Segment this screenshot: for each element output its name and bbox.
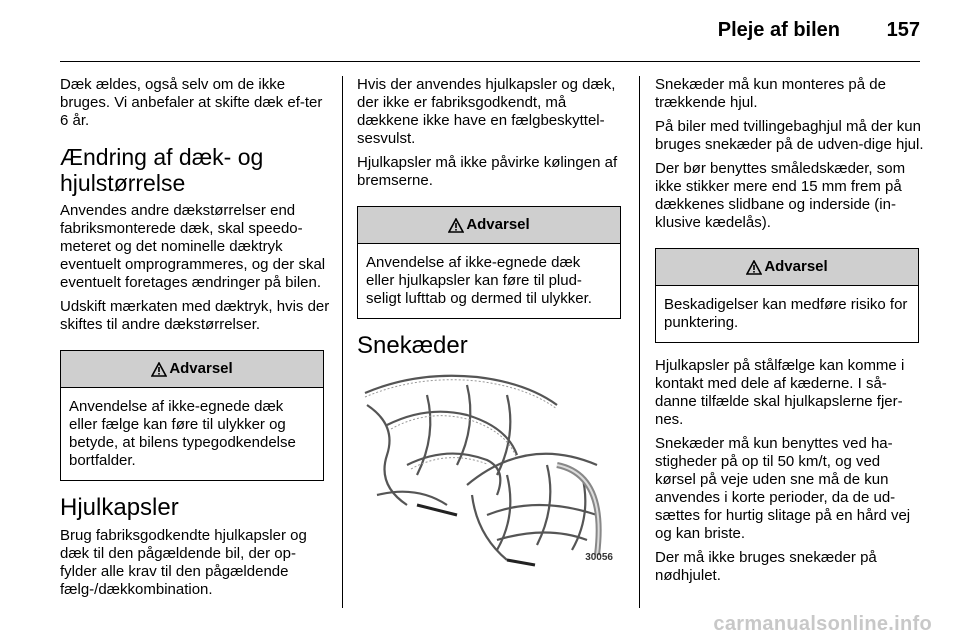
watermark: carmanualsonline.info (713, 613, 932, 635)
warning-title: Advarsel (169, 360, 233, 377)
paragraph: Hjulkapsler må ikke påvirke kølingen af bremserne. (357, 154, 618, 189)
warning-triangle-icon (746, 260, 762, 275)
warning-text: Anvendelse af ikke-egnede dæk eller hjulkapsler kan føre til plud-seligt lufttab og dermed til ulykker. (366, 254, 592, 307)
paragraph: Snekæder må kun benyttes ved ha-stigheder på op til 50 km/t, og ved kørsel på veje uden sne må de kun anvendes i korte perioder, da de ud-sættes for hurtig slitage på en hård vej og kan briste. (655, 435, 911, 542)
warning-header (61, 351, 323, 388)
warning-box (357, 206, 621, 319)
snow-chain-illustration (357, 365, 619, 573)
column-2 (357, 76, 627, 573)
column-3 (655, 76, 925, 591)
paragraph: Hvis der anvendes hjulkapsler og dæk, der ikke er fabriksgodkendt, må dækkene ikke have en fælgbeskyttel-sesvulst. (357, 76, 616, 147)
paragraph: Brug fabriksgodkendte hjulkapsler og dæk til den pågældende bil, der op-fylder alle krav til den pågældende fælg-/dækkombination. (60, 527, 307, 598)
paragraph: Der bør benyttes småledskæder, som ikke stikker mere end 15 mm frem på dækkenes slidbane og inderside (in-klusive kædelås). (655, 160, 906, 231)
column-1 (60, 76, 330, 605)
paragraph: Snekæder må kun monteres på de trækkende hjul. (655, 76, 886, 111)
warning-header (656, 249, 918, 286)
section-heading-snow-chains: Snekæder (357, 332, 468, 359)
page-number: 157 (886, 19, 920, 41)
warning-triangle-icon (151, 362, 167, 377)
paragraph: På biler med tvillingebaghjul må der kun bruges snekæder på de udven-dige hjul. (655, 118, 924, 153)
warning-box (60, 350, 324, 481)
warning-title: Advarsel (764, 258, 828, 275)
warning-box (655, 248, 919, 343)
intro-paragraph: Dæk ældes, også selv om de ikke bruges. Vi anbefaler at skifte dæk ef-ter 6 år. (60, 76, 323, 129)
page-header (0, 0, 960, 60)
warning-header (358, 207, 620, 244)
snow-chain-drawing (357, 365, 619, 573)
section-heading-hubcaps: Hjulkapsler (60, 494, 179, 521)
warning-triangle-icon (448, 218, 464, 233)
page-title: Pleje af bilen (717, 19, 840, 41)
paragraph: Der må ikke bruges snekæder på nødhjulet. (655, 549, 877, 584)
section-heading-tire-size: Ændring af dæk- og hjulstørrelse (60, 144, 264, 196)
header-divider (60, 61, 920, 62)
paragraph: Hjulkapsler på stålfælge kan komme i kontakt med dele af kæderne. I så-danne tilfælde skal hjulkapslerne fjer-nes. (655, 357, 905, 428)
warning-title: Advarsel (466, 216, 530, 233)
warning-text: Anvendelse af ikke-egnede dæk eller fælge kan føre til ulykker og betyde, at bilens typegodkendelse bortfalder. (69, 398, 296, 469)
warning-text: Beskadigelser kan medføre risiko for punktering. (664, 296, 908, 331)
paragraph: Anvendes andre dækstørrelser end fabriksmonterede dæk, skal speedo-meteret og det nominelle dæktryk eventuelt omprogrammeres, og der skal eventuelt foretages ændringer på bilen. (60, 202, 326, 291)
paragraph: Udskift mærkaten med dæktryk, hvis der skiftes til andre dækstørrelser. (60, 298, 330, 333)
column-divider (342, 76, 343, 608)
figure-number: 30056 (585, 552, 613, 563)
column-divider (639, 76, 640, 608)
